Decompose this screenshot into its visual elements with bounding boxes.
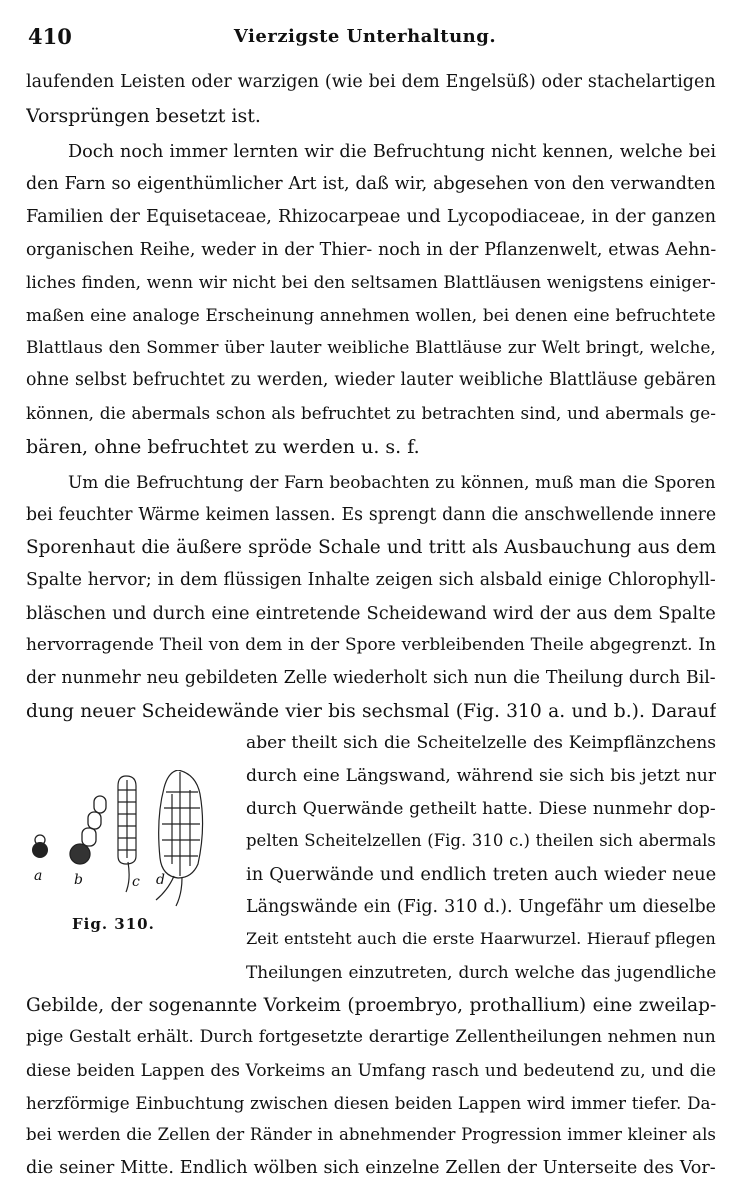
text-line: Sporenhaut die äußere spröde Schale und tritt als Ausbauchung aus dem bbox=[26, 537, 716, 558]
text-line: Spalte hervor; in dem flüssigen Inhalte zeigen sich alsbald einige Chlorophyll- bbox=[26, 570, 716, 590]
text-line: laufenden Leisten oder warzigen (wie bei dem Engelsüß) oder stachelartigen bbox=[26, 72, 716, 92]
text-line: Zeit entsteht auch die erste Haarwurzel. Hierauf pflegen bbox=[246, 929, 716, 948]
text-line: Doch noch immer lernten wir die Befruchtung nicht kennen, welche bei bbox=[68, 142, 716, 162]
figure-label-a: a bbox=[34, 868, 43, 884]
page-header bbox=[28, 24, 702, 54]
text-line: organischen Reihe, weder in der Thier- noch in der Pflanzenwelt, etwas Aehn- bbox=[26, 240, 716, 260]
text-line: ohne selbst befruchtet zu werden, wieder lauter weibliche Blattläuse gebären bbox=[26, 370, 716, 390]
figure-label-b: b bbox=[74, 872, 83, 888]
text-line: dung neuer Scheidewände vier bis sechsmal (Fig. 310 a. und b.). Darauf bbox=[26, 701, 716, 722]
running-head: Vierzigste Unterhaltung. bbox=[233, 26, 497, 47]
text-line: den Farn so eigenthümlicher Art ist, daß wir, abgesehen von den verwandten bbox=[26, 174, 716, 194]
figure-label-c: c bbox=[132, 874, 140, 890]
text-line: pige Gestalt erhält. Durch fortgesetzte derartige Zellentheilungen nehmen nun bbox=[26, 1027, 716, 1047]
text-line: bären, ohne befruchtet zu werden u. s. f. bbox=[26, 436, 420, 458]
stage-a-spore bbox=[32, 835, 48, 858]
text-line: bläschen und durch eine eintretende Scheidewand wird der aus dem Spalte bbox=[26, 603, 716, 624]
figure-caption: Fig. 310. bbox=[72, 915, 155, 933]
text-line: Familien der Equisetaceae, Rhizocarpeae und Lycopodiaceae, in der ganzen bbox=[26, 207, 716, 227]
text-line: Blattlaus den Sommer über lauter weibliche Blattläuse zur Welt bringt, welche, bbox=[26, 338, 716, 358]
text-line: die seiner Mitte. Endlich wölben sich einzelne Zellen der Unterseite des Vor- bbox=[26, 1158, 716, 1178]
figure-label-d: d bbox=[156, 872, 165, 888]
text-line: können, die abermals schon als befruchtet zu betrachten sind, und abermals ge- bbox=[26, 403, 716, 423]
text-line: liches finden, wenn wir nicht bei den seltsamen Blattläusen wenigstens einiger- bbox=[26, 272, 716, 292]
text-line: diese beiden Lappen des Vorkeims an Umfang rasch und bedeutend zu, und die bbox=[26, 1060, 716, 1080]
text-line: in Querwände und endlich treten auch wieder neue bbox=[246, 864, 716, 885]
text-line: Längswände ein (Fig. 310 d.). Ungefähr um dieselbe bbox=[246, 897, 716, 917]
text-line: Vorsprüngen besetzt ist. bbox=[26, 105, 261, 127]
fern-germination-illustration bbox=[16, 770, 226, 910]
text-line: pelten Scheitelzellen (Fig. 310 c.) theilen sich abermals bbox=[246, 831, 716, 850]
text-line: maßen eine analoge Erscheinung annehmen wollen, bei denen eine befruchtete bbox=[26, 305, 716, 325]
text-line: Theilungen einzutreten, durch welche das jugendliche bbox=[246, 962, 716, 982]
text-line: hervorragende Theil von dem in der Spore verbleibenden Theile abgegrenzt. In bbox=[26, 635, 716, 655]
text-line: herzförmige Einbuchtung zwischen diesen beiden Lappen wird immer tiefer. Da- bbox=[26, 1093, 716, 1113]
stage-b-filament bbox=[70, 796, 106, 864]
text-line: der nunmehr neu gebildeten Zelle wiederholt sich nun die Theilung durch Bil- bbox=[26, 668, 716, 688]
page-number: 410 bbox=[28, 24, 72, 49]
text-line: Um die Befruchtung der Farn beobachten zu können, muß man die Sporen bbox=[68, 472, 716, 492]
figure-310 bbox=[16, 770, 226, 970]
text-line: bei werden die Zellen der Ränder in abnehmender Progression immer kleiner als bbox=[26, 1125, 716, 1144]
text-line: durch Querwände getheilt hatte. Diese nunmehr dop- bbox=[246, 799, 716, 819]
text-line: aber theilt sich die Scheitelzelle des Keimpflänzchens bbox=[246, 733, 716, 753]
text-line: durch eine Längswand, während sie sich bis jetzt nur bbox=[246, 766, 716, 786]
text-line: bei feuchter Wärme keimen lassen. Es sprengt dann die anschwellende innere bbox=[26, 505, 716, 525]
text-line: Gebilde, der sogenannte Vorkeim (proembryo, prothallium) eine zweilap- bbox=[26, 995, 716, 1016]
